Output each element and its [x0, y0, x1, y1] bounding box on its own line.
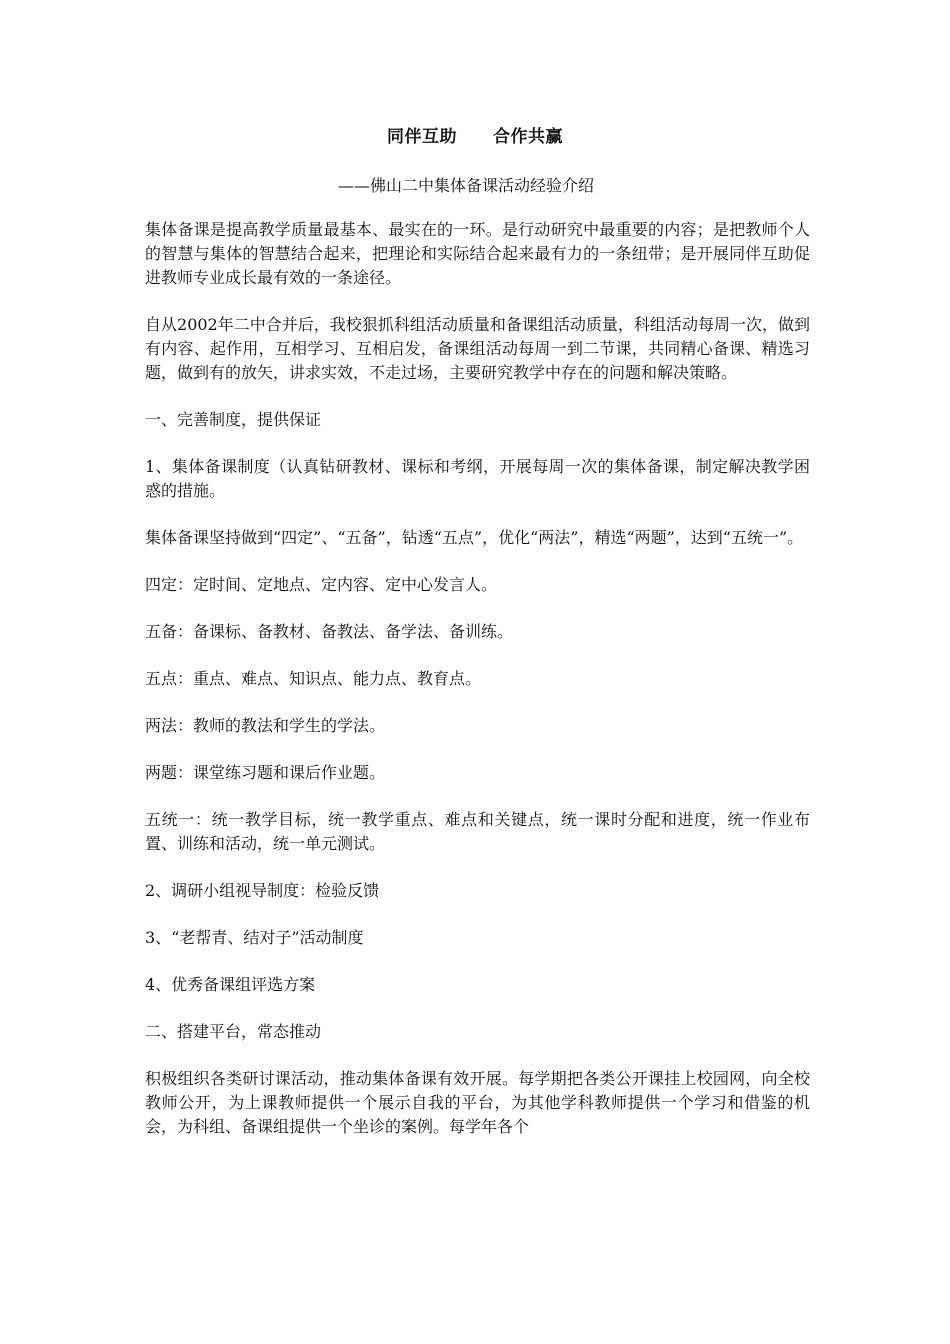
paragraph-four-fixed: 四定：定时间、定地点、定内容、定中心发言人。 — [145, 575, 498, 594]
document-subtitle: ——佛山二中集体备课活动经验介绍 — [338, 176, 595, 195]
title-part-2: 合作共赢 — [493, 127, 563, 147]
paragraph-platform: 积极组织各类研讨课活动，推动集体备课有效开展。每学期把各类公开课挂上校园网，向全校教师公开，为上课教师提供一个展示自我的平台，为其他学科教师提供一个学习和借鉴的机会，为科组、备课组提供一个坐诊的案例。每学年各个 — [145, 1069, 810, 1136]
paragraph-intro: 集体备课是提高教学质量最基本、最实在的一环。是行动研究中最重要的内容；是把教师个人的智慧与集体的智慧结合起来，把理论和实际结合起来最有力的一条纽带；是开展同伴互助促进教师专业成长最有效的一条途径。 — [145, 220, 810, 287]
title-part-1: 同伴互助 — [387, 127, 457, 147]
paragraph-five-prep: 五备：备课标、备教材、备教法、备学法、备训练。 — [145, 622, 514, 641]
paragraph-five-points: 五点：重点、难点、知识点、能力点、教育点。 — [145, 669, 482, 688]
document-body — [145, 218, 810, 1162]
paragraph-two-exercises: 两题：课堂练习题和课后作业题。 — [145, 763, 386, 782]
paragraph-system-3: 3、“老帮青、结对子”活动制度 — [145, 928, 364, 947]
paragraph-history: 自从2002年二中合并后，我校狠抓科组活动质量和备课组活动质量，科组活动每周一次，做到有内容、起作用，互相学习、互相启发，备课组活动每周一到二节课，共同精心备课、精选习题，做到有的放矢，讲求实效，不走过场，主要研究教学中存在的问题和解决策略。 — [145, 315, 810, 382]
paragraph-five-unified: 五统一：统一教学目标，统一教学重点、难点和关键点，统一课时分配和进度，统一作业布置、训练和活动，统一单元测试。 — [145, 810, 810, 853]
paragraph-system-1: 1、集体备课制度（认真钻研教材、课标和考纲，开展每周一次的集体备课，制定解决教学困惑的措施。 — [145, 457, 810, 500]
paragraph-principles: 集体备课坚持做到“四定”、“五备”，钻透“五点”，优化“两法”，精选“两题”，达到“五统一”。 — [145, 528, 804, 547]
section-heading-2: 二、搭建平台，常态推动 — [145, 1022, 322, 1041]
paragraph-system-4: 4、优秀备课组评选方案 — [145, 975, 316, 994]
paragraph-system-2: 2、调研小组视导制度：检验反馈 — [145, 881, 380, 900]
document-title — [0, 125, 950, 149]
section-heading-1: 一、完善制度，提供保证 — [145, 410, 322, 429]
paragraph-two-methods: 两法：教师的教法和学生的学法。 — [145, 716, 386, 735]
